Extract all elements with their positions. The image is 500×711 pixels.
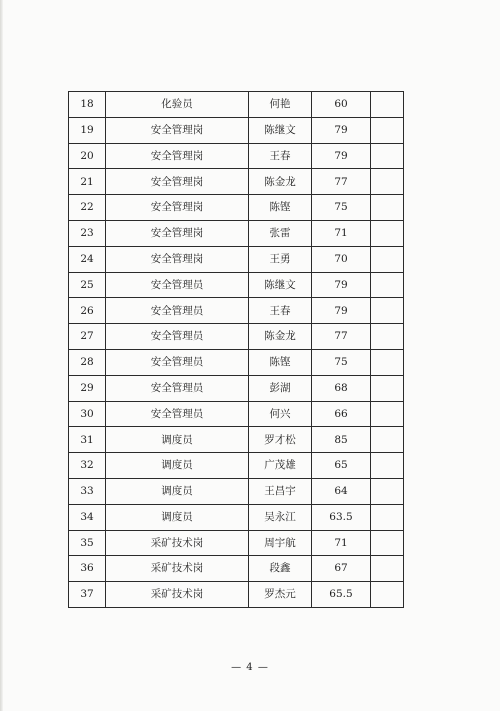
cell-post: 安全管理岗 <box>106 246 249 272</box>
cell-post: 安全管理员 <box>106 298 249 324</box>
cell-name: 王春 <box>249 143 312 169</box>
table-row <box>69 582 404 608</box>
cell-post: 安全管理员 <box>106 349 249 375</box>
table-row <box>69 220 404 246</box>
cell-score: 79 <box>312 298 371 324</box>
cell-name: 陈金龙 <box>249 169 312 195</box>
cell-score: 66 <box>312 401 371 427</box>
cell-post: 化验员 <box>106 92 249 118</box>
cell-seq: 20 <box>69 143 106 169</box>
cell-post: 调度员 <box>106 427 249 453</box>
cell-name: 吴永江 <box>249 504 312 530</box>
table-row <box>69 478 404 504</box>
cell-post: 采矿技术岗 <box>106 556 249 582</box>
table-row <box>69 530 404 556</box>
table-row <box>69 246 404 272</box>
cell-note <box>371 246 404 272</box>
cell-post: 采矿技术岗 <box>106 530 249 556</box>
cell-note <box>371 220 404 246</box>
cell-score: 64 <box>312 478 371 504</box>
cell-post: 安全管理岗 <box>106 195 249 221</box>
cell-note <box>371 401 404 427</box>
cell-post: 采矿技术岗 <box>106 582 249 608</box>
cell-post: 安全管理岗 <box>106 117 249 143</box>
cell-seq: 19 <box>69 117 106 143</box>
cell-post: 调度员 <box>106 504 249 530</box>
cell-name: 王勇 <box>249 246 312 272</box>
cell-score: 77 <box>312 324 371 350</box>
cell-score: 75 <box>312 349 371 375</box>
cell-note <box>371 582 404 608</box>
cell-note <box>371 556 404 582</box>
cell-note <box>371 504 404 530</box>
cell-seq: 24 <box>69 246 106 272</box>
cell-post: 安全管理员 <box>106 272 249 298</box>
cell-name: 陈继文 <box>249 117 312 143</box>
cell-note <box>371 453 404 479</box>
cell-score: 71 <box>312 220 371 246</box>
cell-seq: 27 <box>69 324 106 350</box>
cell-name: 张雷 <box>249 220 312 246</box>
table-row <box>69 169 404 195</box>
cell-score: 68 <box>312 375 371 401</box>
cell-post: 调度员 <box>106 478 249 504</box>
cell-name: 王昌宇 <box>249 478 312 504</box>
cell-score: 79 <box>312 117 371 143</box>
cell-note <box>371 530 404 556</box>
cell-name: 王春 <box>249 298 312 324</box>
cell-seq: 21 <box>69 169 106 195</box>
cell-seq: 33 <box>69 478 106 504</box>
cell-seq: 25 <box>69 272 106 298</box>
cell-name: 罗杰元 <box>249 582 312 608</box>
cell-note <box>371 143 404 169</box>
table-row <box>69 117 404 143</box>
cell-name: 陈金龙 <box>249 324 312 350</box>
cell-name: 陈铿 <box>249 195 312 221</box>
cell-name: 彭湖 <box>249 375 312 401</box>
cell-post: 调度员 <box>106 453 249 479</box>
cell-seq: 29 <box>69 375 106 401</box>
table-row <box>69 375 404 401</box>
cell-post: 安全管理员 <box>106 375 249 401</box>
table-row <box>69 272 404 298</box>
cell-name: 罗才松 <box>249 427 312 453</box>
cell-score: 70 <box>312 246 371 272</box>
cell-note <box>371 169 404 195</box>
cell-note <box>371 324 404 350</box>
table-row <box>69 401 404 427</box>
cell-seq: 26 <box>69 298 106 324</box>
cell-note <box>371 375 404 401</box>
page-number: — 4 — <box>231 662 269 673</box>
scan-edge-shadow <box>0 0 3 711</box>
cell-post: 安全管理员 <box>106 401 249 427</box>
cell-seq: 23 <box>69 220 106 246</box>
cell-note <box>371 117 404 143</box>
cell-seq: 30 <box>69 401 106 427</box>
cell-name: 陈铿 <box>249 349 312 375</box>
cell-seq: 34 <box>69 504 106 530</box>
table-row <box>69 453 404 479</box>
cell-score: 85 <box>312 427 371 453</box>
cell-score: 75 <box>312 195 371 221</box>
cell-note <box>371 298 404 324</box>
cell-score: 77 <box>312 169 371 195</box>
cell-name: 何兴 <box>249 401 312 427</box>
table-row <box>69 92 404 118</box>
cell-name: 段鑫 <box>249 556 312 582</box>
cell-note <box>371 272 404 298</box>
results-table-body <box>69 92 404 608</box>
cell-seq: 28 <box>69 349 106 375</box>
cell-seq: 22 <box>69 195 106 221</box>
cell-post: 安全管理岗 <box>106 143 249 169</box>
table-row <box>69 427 404 453</box>
cell-post: 安全管理岗 <box>106 169 249 195</box>
table-row <box>69 195 404 221</box>
cell-seq: 36 <box>69 556 106 582</box>
cell-score: 79 <box>312 143 371 169</box>
table-row <box>69 298 404 324</box>
table-row <box>69 556 404 582</box>
cell-seq: 32 <box>69 453 106 479</box>
table-row <box>69 143 404 169</box>
results-table <box>68 91 404 608</box>
table-row <box>69 324 404 350</box>
cell-name: 何艳 <box>249 92 312 118</box>
cell-score: 65 <box>312 453 371 479</box>
cell-name: 周宇航 <box>249 530 312 556</box>
cell-note <box>371 427 404 453</box>
cell-seq: 35 <box>69 530 106 556</box>
table-row <box>69 349 404 375</box>
cell-name: 广茂雄 <box>249 453 312 479</box>
cell-name: 陈继文 <box>249 272 312 298</box>
cell-note <box>371 349 404 375</box>
cell-seq: 37 <box>69 582 106 608</box>
cell-score: 79 <box>312 272 371 298</box>
cell-score: 65.5 <box>312 582 371 608</box>
cell-seq: 31 <box>69 427 106 453</box>
cell-seq: 18 <box>69 92 106 118</box>
cell-post: 安全管理岗 <box>106 220 249 246</box>
cell-score: 67 <box>312 556 371 582</box>
cell-score: 60 <box>312 92 371 118</box>
cell-score: 63.5 <box>312 504 371 530</box>
table-row <box>69 504 404 530</box>
cell-post: 安全管理员 <box>106 324 249 350</box>
cell-note <box>371 195 404 221</box>
cell-score: 71 <box>312 530 371 556</box>
cell-note <box>371 478 404 504</box>
cell-note <box>371 92 404 118</box>
